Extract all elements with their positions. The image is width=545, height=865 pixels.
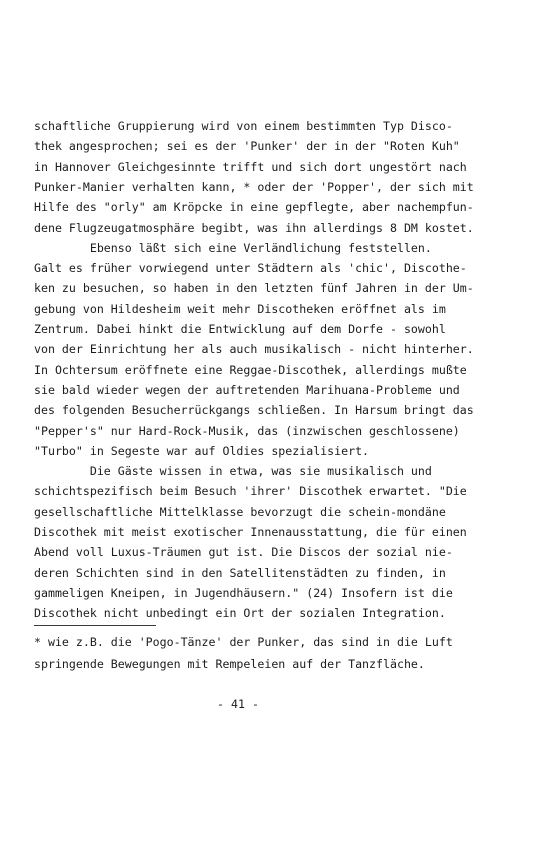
body-line: Discothek nicht unbedingt ein Ort der sozialen Integration. <box>34 606 446 620</box>
body-line: in Hannover Gleichgesinnte trifft und sich dort ungestört nach <box>34 160 467 174</box>
body-line: "Turbo" in Segeste war auf Oldies spezialisiert. <box>34 444 370 458</box>
body-line: schaftliche Gruppierung wird von einem bestimmten Typ Disco- <box>34 119 453 133</box>
body-line: Hilfe des "orly" am Kröpcke in eine gepflegte, aber nachempfun- <box>34 200 474 214</box>
body-line: dene Flugzeugatmosphäre begibt, was ihn allerdings 8 DM kostet. <box>34 221 474 235</box>
body-line: gammeligen Kneipen, in Jugendhäusern." (24) Insofern ist die <box>34 586 453 600</box>
body-line: schichtspezifisch beim Besuch 'ihrer' Discothek erwartet. "Die <box>34 484 467 498</box>
body-line: Punker-Manier verhalten kann, * oder der 'Popper', der sich mit <box>34 180 474 194</box>
body-line: thek angesprochen; sei es der 'Punker' der in der "Roten Kuh" <box>34 139 460 153</box>
body-line: sie bald wieder wegen der auftretenden Marihuana-Probleme und <box>34 383 460 397</box>
body-line: ken zu besuchen, so haben in den letzten fünf Jahren in der Um- <box>34 281 474 295</box>
body-line: deren Schichten sind in den Satellitenstädten zu finden, in <box>34 566 446 580</box>
body-line: gesellschaftliche Mittelklasse bevorzugt die schein-mondäne <box>34 505 446 519</box>
body-line: Galt es früher vorwiegend unter Städtern als 'chic', Discothe- <box>34 261 467 275</box>
footnote-rule <box>34 625 156 626</box>
body-line: "Pepper's" nur Hard-Rock-Musik, das (inzwischen geschlossene) <box>34 424 460 438</box>
body-line: Abend voll Luxus-Träumen gut ist. Die Discos der sozial nie- <box>34 545 453 559</box>
body-line: Ebenso läßt sich eine Verländlichung feststellen. <box>34 241 432 255</box>
body-line: Die Gäste wissen in etwa, was sie musikalisch und <box>34 464 432 478</box>
footnote-line: * wie z.B. die 'Pogo-Tänze' der Punker, das sind in die Luft <box>34 635 453 649</box>
body-line: des folgenden Besucherrückgangs schließen. In Harsum bringt das <box>34 403 474 417</box>
body-line: Zentrum. Dabei hinkt die Entwicklung auf dem Dorfe - sowohl <box>34 322 446 336</box>
body-line: gebung von Hildesheim weit mehr Discotheken eröffnet als im <box>34 302 446 316</box>
footnote-line: springende Bewegungen mit Rempeleien auf der Tanzfläche. <box>34 657 425 671</box>
body-line: von der Einrichtung her als auch musikalisch - nicht hinterher. <box>34 342 474 356</box>
body-line: In Ochtersum eröffnete eine Reggae-Discothek, allerdings mußte <box>34 363 467 377</box>
body-line: Discothek mit meist exotischer Innenausstattung, die für einen <box>34 525 467 539</box>
page-number: - 41 - <box>217 697 259 711</box>
